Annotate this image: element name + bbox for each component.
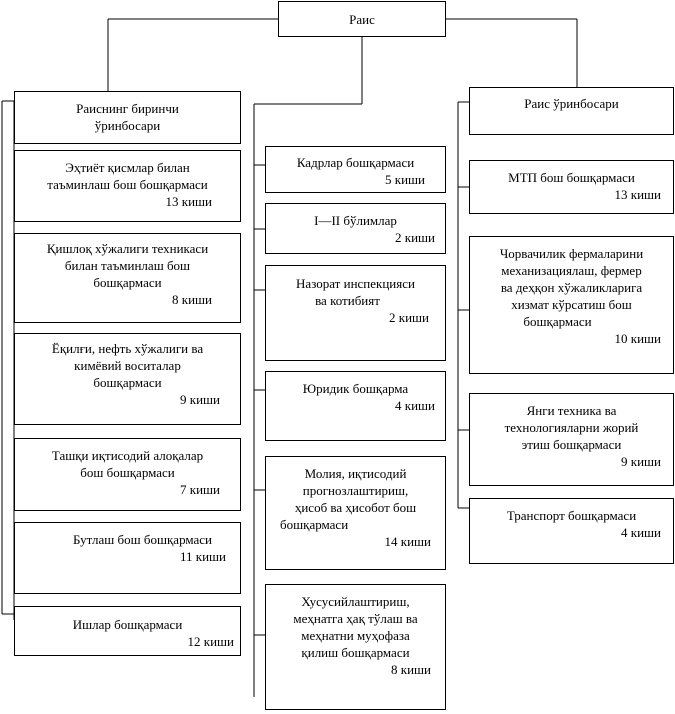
affairs-box [14, 606, 241, 656]
first-deputy-box [14, 91, 241, 144]
transport-count: 4 киши [621, 525, 661, 540]
legal-count: 4 киши [395, 398, 435, 413]
new-tech-line-2: технологияларни жорий [504, 420, 639, 435]
finance-line-2: прогнозлаштириш, [302, 483, 409, 498]
deputy-line-1: Раис ўринбосари [524, 96, 619, 111]
sections-box [265, 203, 446, 254]
personnel-box [265, 146, 446, 193]
livestock-line-1: Чорвачилик фермаларини [499, 246, 644, 261]
transport-box [469, 498, 674, 564]
foreign-economic-count: 7 киши [180, 482, 220, 497]
transport-line-1: Транспорт бошқармаси [506, 508, 637, 523]
new-tech-line-1: Янги техника ва [526, 403, 617, 418]
new-tech-line-3: этиш бошқармаси [521, 437, 622, 452]
finance-line-3: ҳисоб ва ҳисобот бош [294, 500, 417, 515]
personnel-count: 5 киши [385, 172, 425, 187]
inspection-count: 2 киши [389, 310, 429, 325]
agri-machinery-count: 8 киши [172, 292, 212, 307]
personnel-line-1: Кадрлар бошқармаси [296, 155, 415, 170]
agri-machinery-line-2: билан таъминлаш бош [64, 258, 191, 273]
fuel-oil-line-1: Ёқилғи, нефть хўжалиги ва [51, 341, 204, 356]
fuel-oil-line-2: кимёвий воситалар [74, 358, 181, 373]
agri-machinery-line-3: бошқармаси [93, 275, 162, 290]
inspection-box [265, 265, 446, 361]
inspection-line-2: ва котибият [315, 293, 380, 308]
mtp-box [469, 160, 674, 214]
privatization-count: 8 киши [391, 662, 431, 677]
privatization-line-3: меҳнатни муҳофаза [301, 628, 410, 643]
finance-count: 14 киши [384, 534, 431, 549]
livestock-count: 10 киши [614, 331, 661, 346]
spare-parts-line-1: Эҳтиёт қисмлар билан [65, 160, 190, 175]
agri-machinery-box [14, 233, 241, 323]
affairs-count: 12 киши [187, 634, 234, 649]
mtp-line-1: МТП бош бошқармаси [508, 170, 635, 185]
fuel-oil-line-3: бошқармаси [93, 375, 162, 390]
privatization-line-4: қилиш бошқармаси [301, 645, 410, 660]
finance-line-4: бошқармаси [280, 517, 349, 532]
new-tech-count: 9 киши [621, 454, 661, 469]
root-title: Раис [349, 11, 375, 27]
foreign-economic-box [14, 438, 241, 511]
livestock-line-3: ва деҳқон хўжаликларига [500, 280, 643, 295]
deputy-box [469, 87, 674, 135]
foreign-economic-line-1: Ташқи иқтисодий алоқалар [51, 448, 204, 463]
spare-parts-count: 13 киши [165, 194, 212, 209]
fuel-oil-count: 9 киши [180, 392, 220, 407]
livestock-line-2: механизациялаш, фермер [501, 263, 642, 278]
affairs-line-1: Ишлар бошқармаси [72, 617, 183, 632]
finance-box [265, 456, 446, 570]
first-deputy-line-1: Раиснинг биринчи [76, 101, 179, 116]
sections-count: 2 киши [395, 230, 435, 245]
fuel-oil-box [14, 333, 241, 425]
legal-box [265, 371, 446, 441]
new-tech-box [469, 393, 674, 486]
assembly-count: 11 киши [179, 549, 226, 564]
assembly-line-1: Бутлаш бош бошқармаси [72, 532, 213, 547]
first-deputy-line-2: ўринбосари [94, 118, 161, 133]
assembly-box [14, 522, 241, 594]
privatization-box [265, 584, 446, 710]
finance-line-1: Молия, иқтисодий [304, 466, 407, 481]
root-box [278, 1, 446, 37]
livestock-line-4: хизмат кўрсатиш бош [511, 297, 632, 312]
spare-parts-box [14, 150, 241, 222]
foreign-economic-line-2: бош бошқармаси [80, 465, 175, 480]
inspection-line-1: Назорат инспекцияси [296, 276, 415, 291]
spare-parts-line-2: таъминлаш бош бошқармаси [47, 177, 208, 192]
privatization-line-1: Хусусийлаштириш, [301, 594, 410, 609]
legal-line-1: Юридик бошқарма [302, 381, 409, 396]
livestock-line-5: бошқармаси [523, 314, 592, 329]
sections-line-1: I—II бўлимлар [314, 213, 397, 228]
mtp-count: 13 киши [614, 187, 661, 202]
agri-machinery-line-1: Қишлоқ хўжалиги техникаси [46, 241, 209, 256]
livestock-box [469, 236, 674, 374]
privatization-line-2: меҳнатга ҳақ тўлаш ва [293, 611, 418, 626]
